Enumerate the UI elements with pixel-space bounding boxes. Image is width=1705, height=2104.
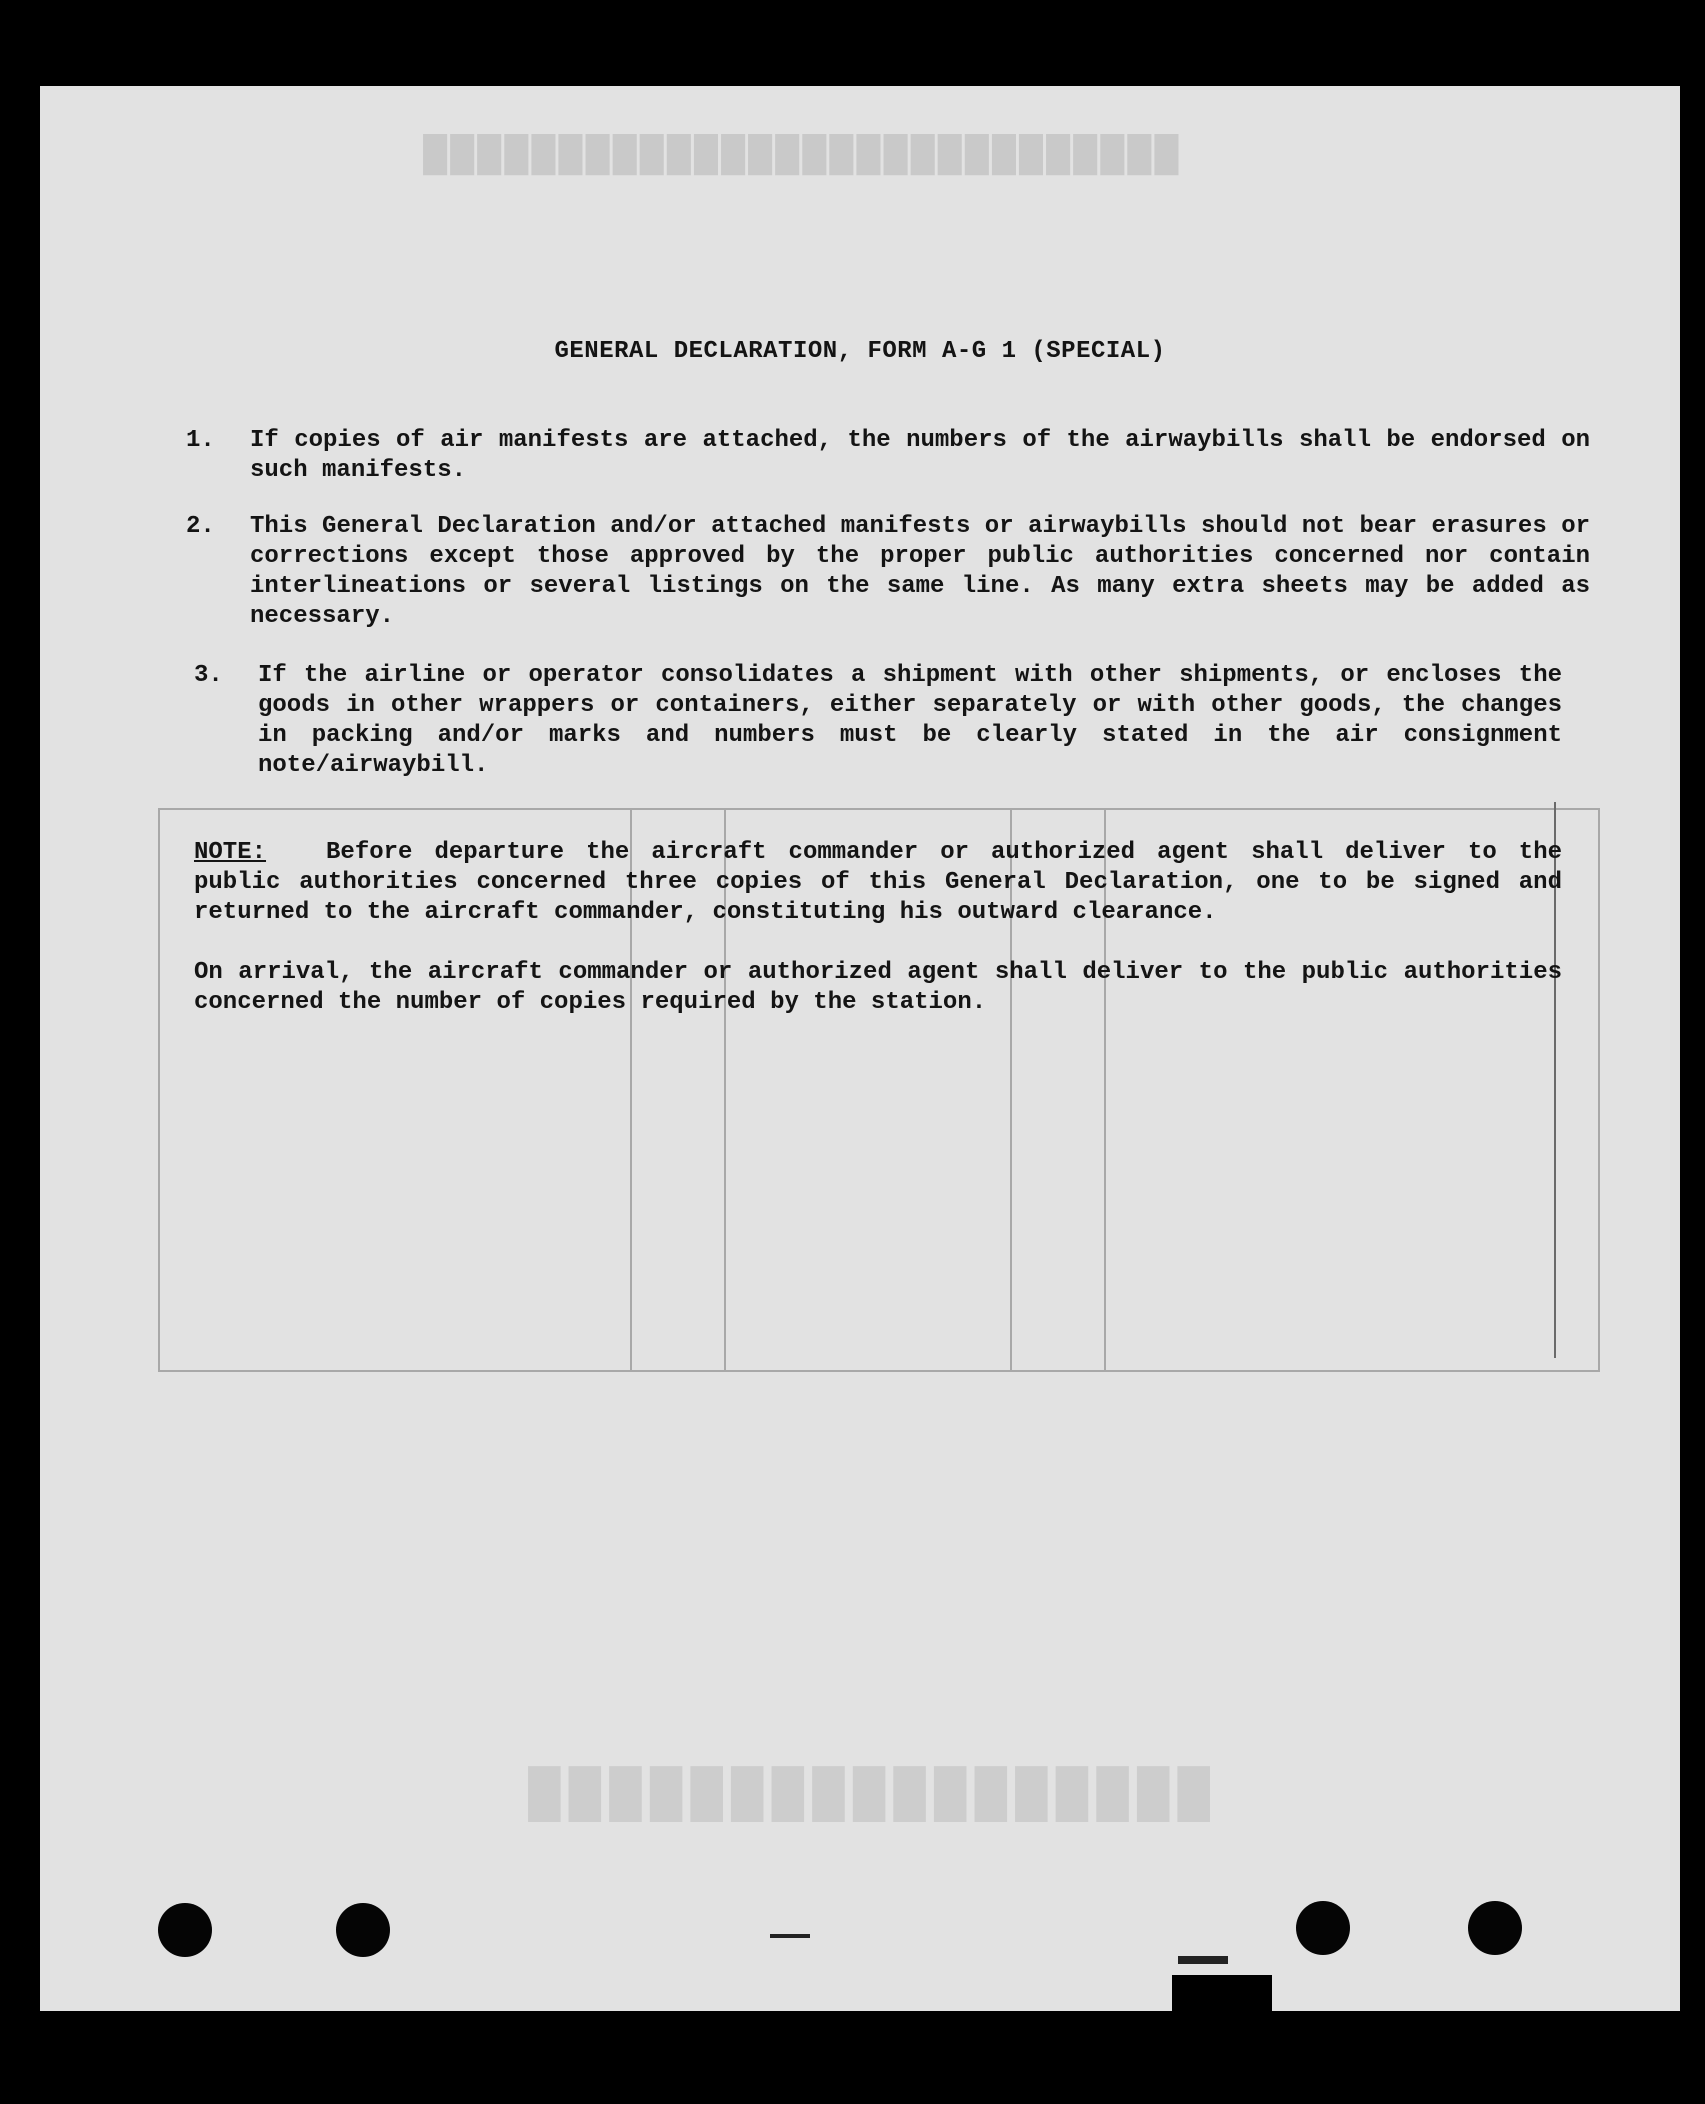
scan-speck bbox=[770, 1934, 810, 1938]
note-paragraph bbox=[194, 838, 1562, 928]
torn-edge bbox=[1172, 1975, 1272, 2011]
document-title: GENERAL DECLARATION, FORM A-G 1 (SPECIAL) bbox=[554, 338, 1166, 365]
punch-hole bbox=[336, 1903, 390, 1957]
item-text: If copies of air manifests are attached, the numbers of the airwaybills shall be endorsed on such manifests. bbox=[250, 427, 1590, 484]
document-page bbox=[40, 86, 1680, 2011]
note-text: Before departure the aircraft commander or authorized agent shall deliver to the public authorities concerned three copies of this General Declaration, one to be signed and returned to the aircraft commander, constituting his outward clearance. bbox=[194, 839, 1562, 926]
item-text: This General Declaration and/or attached manifests or airwaybills should not bear erasures or corrections except those approved by the proper public authorities concerned nor contain interlineations or several listings on the same line. As many extra sheets may be added as necessary. bbox=[250, 513, 1590, 630]
item-text: If the airline or operator consolidates a shipment with other shipments, or encloses the goods in other wrappers or containers, either separately or with other goods, the changes in packing and/or marks and numbers must be clearly stated in the air consignment note/airwaybill. bbox=[258, 662, 1562, 779]
bleed-through-header: ████████████████████████████ bbox=[420, 136, 1179, 173]
note-section bbox=[194, 838, 1562, 1048]
bleed-through-bottom-title: █████████████████ bbox=[520, 1767, 1211, 1818]
punch-hole bbox=[158, 1903, 212, 1957]
note-label: NOTE: bbox=[194, 839, 267, 866]
punch-hole bbox=[1468, 1901, 1522, 1955]
punch-hole bbox=[1296, 1901, 1350, 1955]
arrival-paragraph: On arrival, the aircraft commander or authorized agent shall deliver to the public authorities concerned the number of copies required by the station. bbox=[194, 959, 1562, 1016]
scan-speck bbox=[1178, 1956, 1228, 1964]
item-number: 1. bbox=[186, 427, 215, 454]
item-number: 2. bbox=[186, 513, 215, 540]
item-number: 3. bbox=[194, 662, 223, 689]
